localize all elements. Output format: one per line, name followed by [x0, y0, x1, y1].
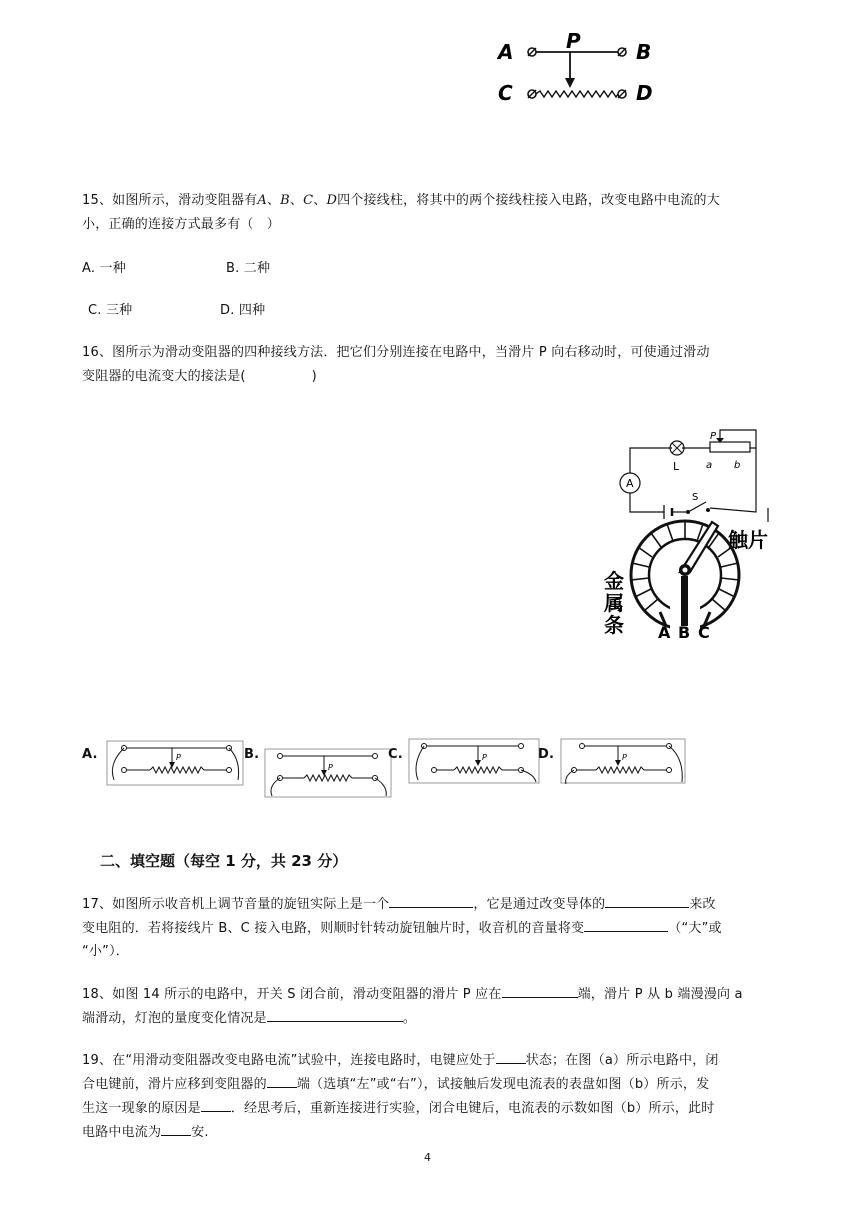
q15-line2: 小，正确的连接方式最多有（ ）	[82, 217, 281, 232]
option-b-slider-label: P	[328, 763, 333, 772]
option-a-label: A.	[82, 747, 98, 762]
option-b-label: B.	[244, 747, 260, 762]
q15-option-c: C. 三种	[88, 303, 133, 318]
q15-option-b: B. 二种	[226, 261, 271, 276]
volume-knob-figure	[600, 500, 790, 650]
q17-line1: 17、如图所示收音机上调节音量的旋钮实际上是一个 ，它是通过改变导体的 来改	[82, 893, 716, 916]
q19-blank-1[interactable]	[496, 1049, 526, 1064]
terminal-c: C	[698, 623, 710, 642]
label-c: C	[498, 81, 513, 105]
q15-option-a: A. 一种	[82, 261, 126, 276]
q18-line2: 端滑动，灯泡的量度变化情况是 。	[82, 1007, 416, 1030]
lamp-label: L	[673, 460, 680, 473]
option-c-figure	[408, 738, 542, 786]
rheostat-terminal-figure	[490, 28, 665, 108]
option-a-figure	[106, 740, 246, 788]
option-c-label: C.	[388, 747, 403, 762]
terminal-b: B	[678, 623, 691, 642]
q19-line1: 19、在“用滑动变阻器改变电路电流”试验中，连接电路时，电键应处于 状态；在图（a）所示电路中，闭	[82, 1049, 719, 1072]
q18-line1: 18、如图 14 所示的电路中，开关 S 闭合前，滑动变阻器的滑片 P 应在 端，滑片 P 从 b 端漫漫向 a	[82, 983, 743, 1006]
page-number: 4	[424, 1151, 431, 1164]
label-a: A	[498, 40, 514, 64]
q19-blank-3[interactable]	[201, 1097, 231, 1112]
terminal-a-label: a	[706, 460, 713, 471]
option-c-slider-label: P	[482, 753, 487, 762]
section-2-title: 二、填空题（每空 1 分，共 23 分）	[100, 852, 348, 870]
option-d-label: D.	[538, 747, 555, 762]
q17-blank-1[interactable]	[389, 893, 473, 908]
q18-blank-2[interactable]	[267, 1007, 403, 1022]
label-p: P	[566, 29, 581, 53]
q19-line3: 生这一现象的原因是 ．经思考后，重新连接进行实验，闭合电键后，电流表的示数如图（b）所示，此时	[82, 1097, 714, 1120]
q18-blank-1[interactable]	[502, 983, 578, 998]
q15-option-d: D. 四种	[220, 303, 266, 318]
q19-line2: 合电键前，滑片应移到变阻器的 端（选填“左”或“右”），试接触后发现电流表的表盘如图（b）所示，发	[82, 1073, 709, 1096]
q17-line2: 变电阻的．若将接线片 B、C 接入电路，则顺时针转动旋钮触片时，收音机的音量将变 （“大”或	[82, 917, 722, 940]
option-a-slider-label: P	[176, 753, 181, 762]
label-b: B	[636, 40, 652, 64]
q16-line1: 16、图所示为滑动变阻器的四种接线方法．把它们分别连接在电路中，当滑片 P 向右移动时，可使通过滑动	[82, 345, 710, 360]
slider-label: P	[710, 431, 717, 442]
q19-line4: 电路中电流为 安.	[82, 1121, 209, 1144]
q19-blank-2[interactable]	[267, 1073, 297, 1088]
switch-label: S	[692, 492, 699, 503]
label-d: D	[636, 81, 653, 105]
terminal-a: A	[658, 623, 671, 642]
metal-strip-label-1: 金属条	[604, 569, 624, 637]
option-d-slider-label: P	[622, 753, 627, 762]
q16-line2: 变阻器的电流变大的接法是( )	[82, 369, 317, 384]
q17-blank-3[interactable]	[584, 917, 668, 932]
option-d-figure	[560, 738, 688, 786]
q17-blank-2[interactable]	[605, 893, 689, 908]
q17-line3: “小”）．	[82, 944, 129, 959]
option-b-figure	[264, 748, 394, 800]
ammeter-label: A	[626, 477, 634, 490]
contact-label: 触片	[728, 528, 768, 552]
q19-blank-4[interactable]	[161, 1121, 191, 1136]
q15-line1: 15、如图所示，滑动变阻器有A、B、C、D四个接线柱，将其中的两个接线柱接入电路，改变电路中电流的大	[82, 193, 720, 208]
terminal-b-label: b	[734, 460, 741, 471]
